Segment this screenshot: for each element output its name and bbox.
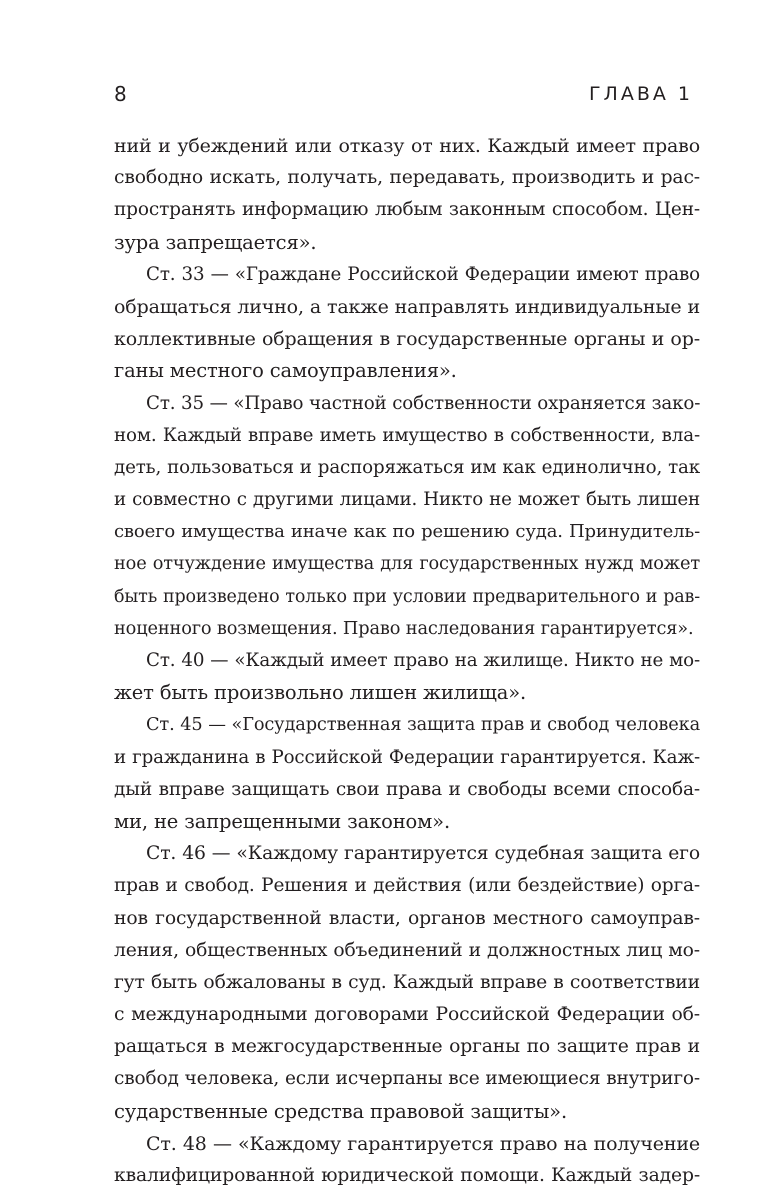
- text-line: быть произведено только при условии предварительного и рав-: [114, 586, 700, 607]
- page-number: 8: [114, 82, 127, 106]
- text-line: Ст. 40 — «Каждый имеет право на жилище. Никто не мо-: [146, 650, 700, 671]
- text-line: сударственные средства правовой защиты».: [114, 1099, 568, 1123]
- text-line: коллективные обращения в государственные органы и ор-: [114, 328, 700, 351]
- text-line: зура запрещается».: [114, 230, 317, 254]
- text-line: и гражданина в Российской Федерации гарантируется. Каж-: [114, 746, 700, 768]
- text-line: Ст. 46 — «Каждому гарантируется судебная защита его: [146, 843, 700, 865]
- text-line: жет быть произвольно лишен жилища».: [114, 681, 527, 705]
- text-line: обращаться лично, а также направлять индивидуальные и: [114, 295, 700, 318]
- text-line: свобод человека, если исчерпаны все имеющиеся внутриго-: [114, 1068, 700, 1090]
- text-line: ноценного возмещения. Право наследования гарантируется».: [114, 618, 694, 639]
- chapter-header: ГЛАВА 1: [588, 83, 693, 105]
- text-line: дый вправе защищать свои права и свободы всеми способа-: [114, 778, 700, 800]
- text-line: с международными договорами Российской Федерации об-: [114, 1004, 700, 1026]
- text-line: прав и свобод. Решения и действия (или бездействие) орга-: [114, 875, 700, 897]
- text-line: ращаться в межгосударственные органы по защите прав и: [114, 1036, 700, 1058]
- text-line: Ст. 45 — «Государственная защита прав и свобод человека: [146, 715, 700, 736]
- text-line: ное отчуждение имущества для государственных нужд может: [114, 554, 700, 575]
- text-line: Ст. 48 — «Каждому гарантируется право на получение: [146, 1132, 700, 1155]
- text-line: квалифицированной юридической помощи. Каждый задер-: [114, 1165, 700, 1186]
- text-line: ном. Каждый вправе иметь имущество в собственности, вла-: [114, 424, 700, 446]
- text-line: деть, пользоваться и распоряжаться им как единолично, так: [114, 456, 700, 478]
- text-line: ганы местного самоуправления».: [114, 359, 457, 383]
- body-text: [114, 130, 700, 1192]
- text-line: ми, не запрещенными законом».: [114, 809, 450, 833]
- text-line: и совместно с другими лицами. Никто не может быть лишен: [114, 489, 700, 511]
- text-line: нов государственной власти, органов местного самоуправ-: [114, 907, 700, 929]
- text-line: пространять информацию любым законным способом. Цен-: [114, 199, 700, 221]
- text-line: ний и убеждений или отказу от них. Каждый имеет право: [114, 135, 700, 157]
- text-line: ления, общественных объединений и должностных лиц мо-: [114, 939, 700, 961]
- text-line: Ст. 35 — «Право частной собственности охраняется зако-: [146, 392, 701, 414]
- text-line: гут быть обжалованы в суд. Каждый вправе в соответствии: [114, 971, 700, 993]
- text-line: Ст. 33 — «Граждане Российской Федерации имеют право: [146, 263, 700, 285]
- text-line: своего имущества иначе как по решению суда. Принудитель-: [114, 521, 700, 543]
- text-line: свободно искать, получать, передавать, производить и рас-: [114, 167, 700, 189]
